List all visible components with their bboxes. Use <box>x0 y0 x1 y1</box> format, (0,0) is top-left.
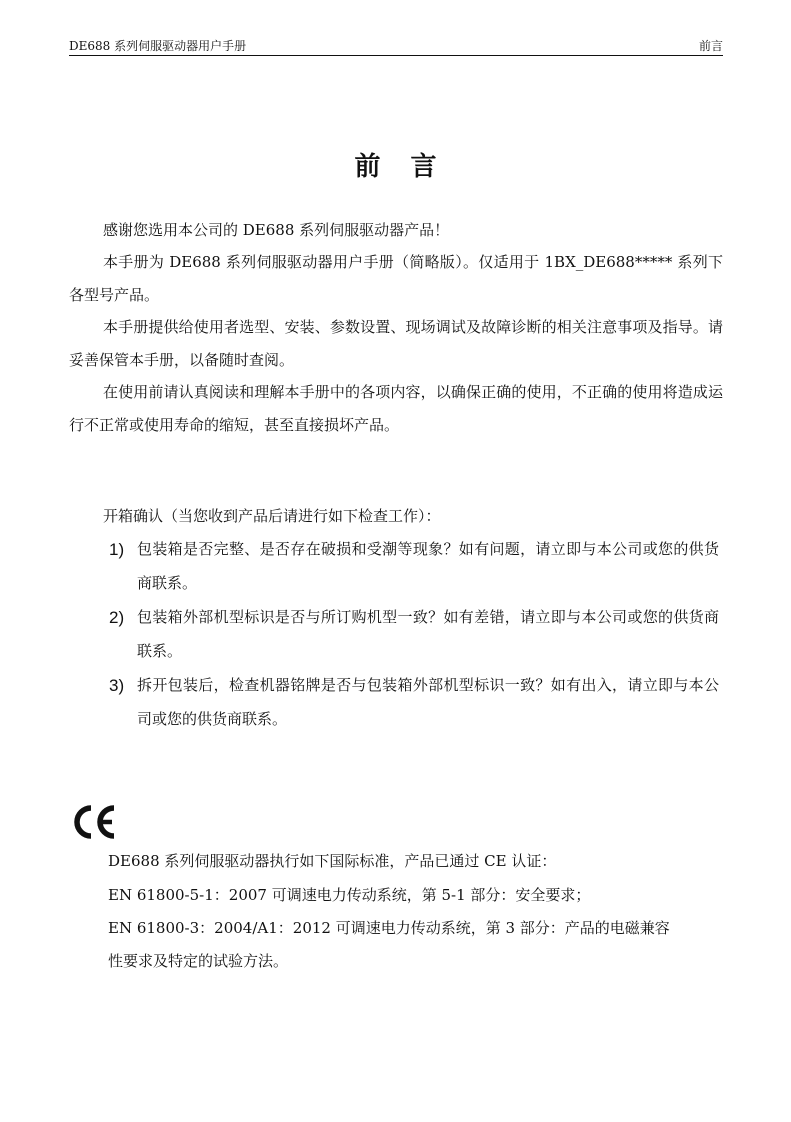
ce-standard-safety: EN 61800-5-1：2007 可调速电力传动系统，第 5-1 部分：安全要求； <box>108 886 591 904</box>
check-item <box>103 533 723 600</box>
check-item-number: 2) <box>109 608 125 627</box>
header-manual-title: DE688 系列伺服驱动器用户手册 <box>69 39 247 53</box>
page-header <box>69 37 723 55</box>
intro-paragraph-warning: 在使用前请认真阅读和理解本手册中的各项内容，以确保正确的使用，不正确的使用将造成运行不正常或使用寿命的缩短，甚至直接损坏产品。 <box>69 383 723 434</box>
check-item-number: 3) <box>109 676 125 695</box>
intro-paragraph-content: 本手册提供给使用者选型、安装、参数设置、现场调试及故障诊断的相关注意事项及指导。请妥善保管本手册，以备随时查阅。 <box>69 318 723 369</box>
unboxing-check-heading: 开箱确认（当您收到产品后请进行如下检查工作）： <box>103 507 441 525</box>
check-item-text: 包装箱是否完整、是否存在破损和受潮等现象？如有问题，请立即与本公司或您的供货商联系。 <box>137 540 719 592</box>
check-item-number: 1) <box>109 540 125 559</box>
check-item <box>103 601 723 668</box>
page-title: 前言 <box>354 152 467 182</box>
intro-paragraph-thanks: 感谢您选用本公司的 DE688 系列伺服驱动器产品！ <box>103 221 450 239</box>
ce-mark-icon <box>72 802 118 842</box>
header-divider <box>69 55 723 56</box>
check-item <box>103 669 723 736</box>
ce-standard-emc-continued: 性要求及特定的试验方法。 <box>108 952 289 970</box>
check-item-text: 包装箱外部机型标识是否与所订购机型一致？如有差错，请立即与本公司或您的供货商联系。 <box>137 608 719 660</box>
header-section-name: 前言 <box>698 39 723 53</box>
intro-paragraph-scope: 本手册为 DE688 系列伺服驱动器用户手册（简略版）。仅适用于 1BX_DE688***** 系列下各型号产品。 <box>69 253 723 304</box>
ce-statement: DE688 系列伺服驱动器执行如下国际标准，产品已通过 CE 认证： <box>108 852 557 870</box>
ce-standard-emc: EN 61800-3：2004/A1：2012 可调速电力传动系统，第 3 部分：产品的电磁兼容 <box>108 919 670 937</box>
check-item-text: 拆开包装后，检查机器铭牌是否与包装箱外部机型标识一致？如有出入，请立即与本公司或您的供货商联系。 <box>137 676 719 728</box>
